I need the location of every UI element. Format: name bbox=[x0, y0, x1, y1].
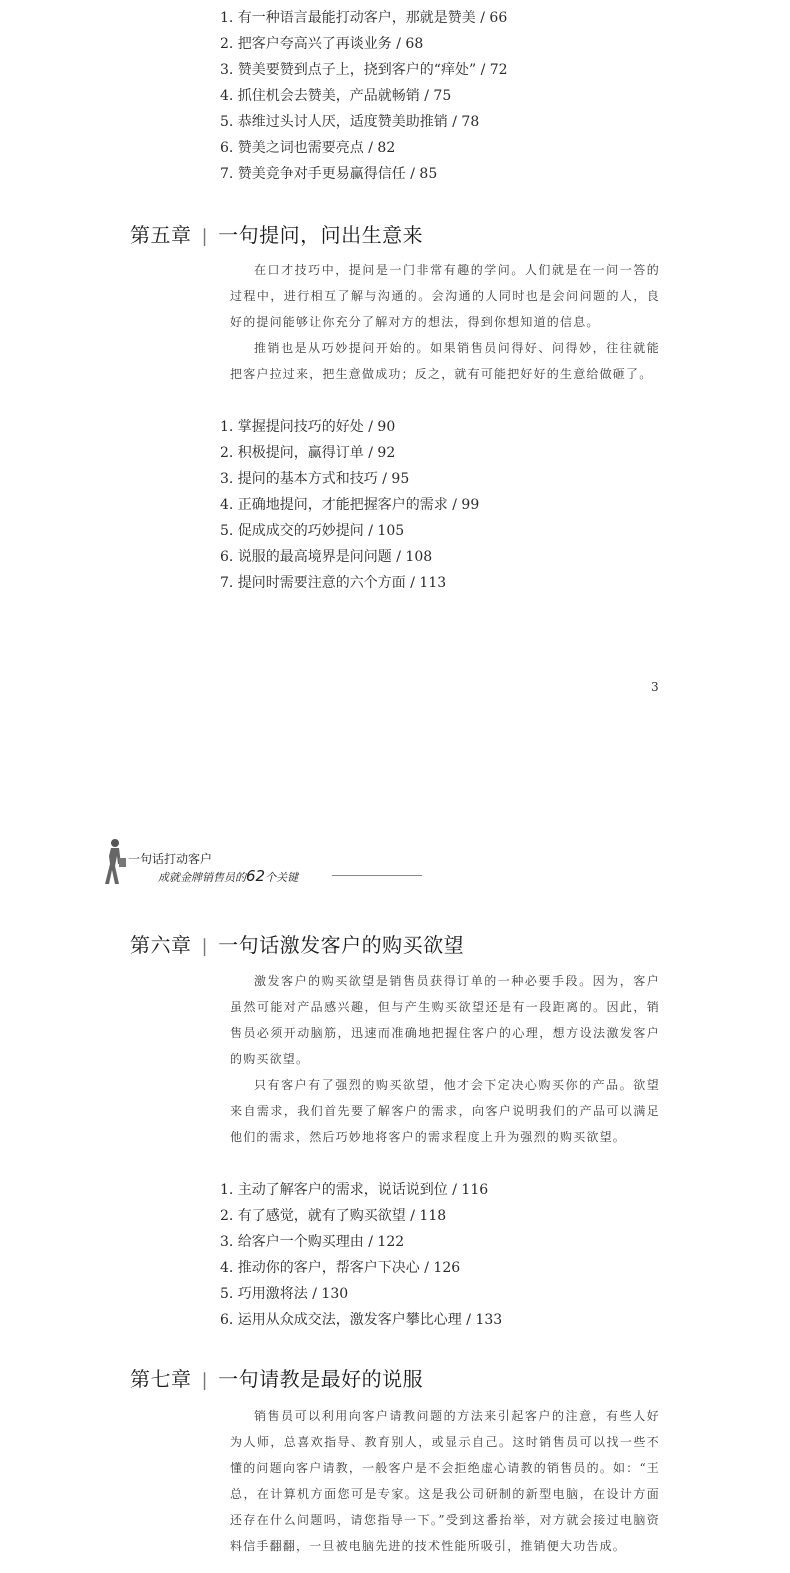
chapter-number: 第七章 bbox=[130, 1367, 192, 1391]
running-header-title: 一句话打动客户 bbox=[128, 852, 213, 866]
chapter-title: 一句请教是最好的说服 bbox=[218, 1367, 424, 1391]
chapter7-intro bbox=[230, 1403, 660, 1559]
chapter-separator: | bbox=[201, 226, 209, 247]
chapter-title: 一句提问，问出生意来 bbox=[218, 223, 424, 247]
list-item: 5. 促成成交的巧妙提问 / 105 bbox=[220, 523, 405, 539]
page-number: 3 bbox=[651, 680, 659, 694]
list-item: 4. 正确地提问，才能把握客户的需求 / 99 bbox=[220, 497, 480, 513]
intro-paragraph: 销售员可以利用向客户请教问题的方法来引起客户的注意，有些人好为人师，总喜欢指导、教育别人，或显示自己。这时销售员可以找一些不懂的问题向客户请教，一般客户是不会拒绝虚心请教的销售员的。如：“王总，在计算机方面您可是专家。这是我公司研制的新型电脑，在设计方面还存在什么问题吗，请您指导一下。”受到这番抬举，对方就会接过电脑资料信手翻翻，一旦被电脑先进的技术性能所吸引，推销便大功告成。 bbox=[230, 1409, 660, 1553]
list-item: 1. 掌握提问技巧的好处 / 90 bbox=[220, 419, 396, 435]
list-item: 5. 巧用激将法 / 130 bbox=[220, 1286, 349, 1302]
list-item: 6. 运用从众成交法，激发客户攀比心理 / 133 bbox=[220, 1312, 503, 1328]
chapter-separator: | bbox=[201, 936, 209, 957]
running-header bbox=[100, 838, 430, 893]
chapter-number: 第六章 bbox=[130, 933, 192, 957]
list-item: 1. 主动了解客户的需求，说话说到位 / 116 bbox=[220, 1182, 489, 1198]
list-item: 3. 赞美要赞到点子上，挠到客户的“痒处” / 72 bbox=[220, 62, 508, 78]
chapter6-item-list bbox=[220, 1177, 502, 1333]
chapter-separator: | bbox=[201, 1370, 209, 1391]
list-item: 2. 把客户夸高兴了再谈业务 / 68 bbox=[220, 36, 424, 52]
chapter6-heading bbox=[130, 931, 464, 961]
list-item: 5. 恭维过头讨人厌，适度赞美助推销 / 78 bbox=[220, 114, 480, 130]
running-header-rule bbox=[332, 875, 422, 876]
list-item: 6. 赞美之词也需要亮点 / 82 bbox=[220, 140, 396, 156]
intro-paragraph: 在口才技巧中，提问是一门非常有趣的学问。人们就是在一问一答的过程中，进行相互了解与沟通的。会沟通的人同时也是会问问题的人，良好的提问能够让你充分了解对方的想法，得到你想知道的信息。 bbox=[230, 263, 660, 329]
chapter-number: 第五章 bbox=[130, 223, 192, 247]
list-item: 4. 推动你的客户，帮客户下决心 / 126 bbox=[220, 1260, 461, 1276]
chapter5-item-list bbox=[220, 414, 479, 596]
list-item: 7. 提问时需要注意的六个方面 / 113 bbox=[220, 575, 447, 591]
intro-paragraph: 只有客户有了强烈的购买欲望，他才会下定决心购买你的产品。欲望来自需求，我们首先要了解客户的需求，向客户说明我们的产品可以满足他们的需求，然后巧妙地将客户的需求程度上升为强烈的购买欲望。 bbox=[230, 1078, 660, 1144]
list-item: 3. 给客户一个购买理由 / 122 bbox=[220, 1234, 405, 1250]
running-header-number: 62 bbox=[246, 867, 266, 885]
chapter4-item-list bbox=[220, 5, 508, 187]
intro-paragraph: 激发客户的购买欲望是销售员获得订单的一种必要手段。因为，客户虽然可能对产品感兴趣，但与产生购买欲望还是有一段距离的。因此，销售员必须开动脑筋，迅速而准确地把握住客户的心理，想方设法激发客户的购买欲望。 bbox=[230, 974, 660, 1066]
list-item: 1. 有一种语言最能打动客户，那就是赞美 / 66 bbox=[220, 10, 508, 26]
chapter-title: 一句话激发客户的购买欲望 bbox=[218, 933, 465, 957]
list-item: 2. 有了感觉，就有了购买欲望 / 118 bbox=[220, 1208, 447, 1224]
list-item: 6. 说服的最高境界是问问题 / 108 bbox=[220, 549, 433, 565]
chapter5-intro bbox=[230, 257, 660, 387]
chapter6-intro bbox=[230, 968, 660, 1150]
chapter5-heading bbox=[130, 221, 423, 251]
list-item: 7. 赞美竞争对手更易赢得信任 / 85 bbox=[220, 166, 438, 182]
list-item: 4. 抓住机会去赞美，产品就畅销 / 75 bbox=[220, 88, 452, 104]
intro-paragraph: 推销也是从巧妙提问开始的。如果销售员问得好、问得妙，往往就能把客户拉过来，把生意做成功；反之，就有可能把好好的生意给做砸了。 bbox=[230, 341, 660, 381]
running-header-subtitle: 成就金牌销售员的62个关键 bbox=[158, 867, 299, 885]
list-item: 2. 积极提问，赢得订单 / 92 bbox=[220, 445, 396, 461]
walking-man-icon bbox=[100, 838, 130, 888]
list-item: 3. 提问的基本方式和技巧 / 95 bbox=[220, 471, 410, 487]
chapter7-heading bbox=[130, 1365, 423, 1395]
